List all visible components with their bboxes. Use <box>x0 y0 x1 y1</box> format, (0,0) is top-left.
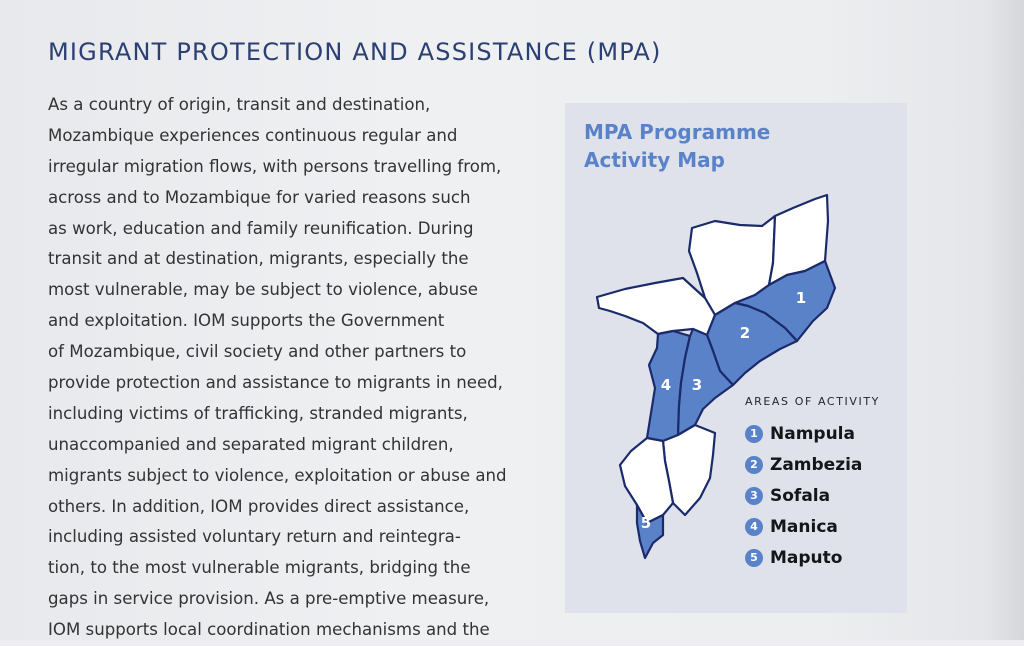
legend-label: Nampula <box>770 423 855 444</box>
body-line: others. In addition, IOM provides direct assistance, <box>48 496 470 516</box>
body-line: as work, education and family reunification. During <box>48 218 474 238</box>
map-panel <box>565 103 907 613</box>
region-tete <box>597 278 715 335</box>
legend-item <box>745 542 880 573</box>
body-line: provide protection and assistance to migrants in need, <box>48 373 503 393</box>
body-line: Mozambique experiences continuous regular and <box>48 125 458 145</box>
map-legend <box>745 395 880 573</box>
map-label-3: 3 <box>691 376 703 394</box>
body-line: transit and at destination, migrants, especially the <box>48 249 469 269</box>
legend-label: Zambezia <box>770 454 863 475</box>
region-gaza <box>620 438 673 523</box>
body-line: migrants subject to violence, exploitation or abuse and <box>48 465 507 485</box>
map-label-4: 4 <box>660 376 672 394</box>
body-line: unaccompanied and separated migrant children, <box>48 434 454 454</box>
legend-number: 4 <box>745 518 763 536</box>
body-line: IOM supports local coordination mechanisms and the <box>48 620 490 640</box>
legend-item <box>745 480 880 511</box>
legend-number: 5 <box>745 549 763 567</box>
body-line: most vulnerable, may be subject to violence, abuse <box>48 280 478 300</box>
legend-item <box>745 511 880 542</box>
map-label-5: 5 <box>640 514 652 532</box>
legend-item <box>745 449 880 480</box>
body-line: gaps in service provision. As a pre-emptive measure, <box>48 589 490 609</box>
body-line: irregular migration flows, with persons travelling from, <box>48 156 502 176</box>
body-line: As a country of origin, transit and destination, <box>48 95 431 114</box>
body-line: including victims of trafficking, stranded migrants, <box>48 403 468 423</box>
legend-label: Maputo <box>770 547 843 568</box>
map-title-line: Activity Map <box>584 148 725 172</box>
legend-item <box>745 418 880 449</box>
body-paragraph <box>48 90 548 646</box>
map-label-2: 2 <box>739 324 751 342</box>
legend-number: 1 <box>745 425 763 443</box>
legend-number: 2 <box>745 456 763 474</box>
body-line: across and to Mozambique for varied reasons such <box>48 187 471 207</box>
section-heading: MIGRANT PROTECTION AND ASSISTANCE (MPA) <box>48 38 662 66</box>
body-line: and exploitation. IOM supports the Government <box>48 311 445 331</box>
map-title-line: MPA Programme <box>584 120 771 144</box>
body-line: of Mozambique, civil society and other partners to <box>48 342 467 362</box>
page-fold-shadow <box>984 0 1024 640</box>
legend-number: 3 <box>745 487 763 505</box>
map-label-1: 1 <box>795 289 807 307</box>
legend-label: Sofala <box>770 485 831 506</box>
body-line: tion, to the most vulnerable migrants, bridging the <box>48 558 471 578</box>
legend-title: AREAS OF ACTIVITY <box>745 395 880 408</box>
legend-label: Manica <box>770 516 838 537</box>
body-line: including assisted voluntary return and reintegra- <box>48 527 461 547</box>
